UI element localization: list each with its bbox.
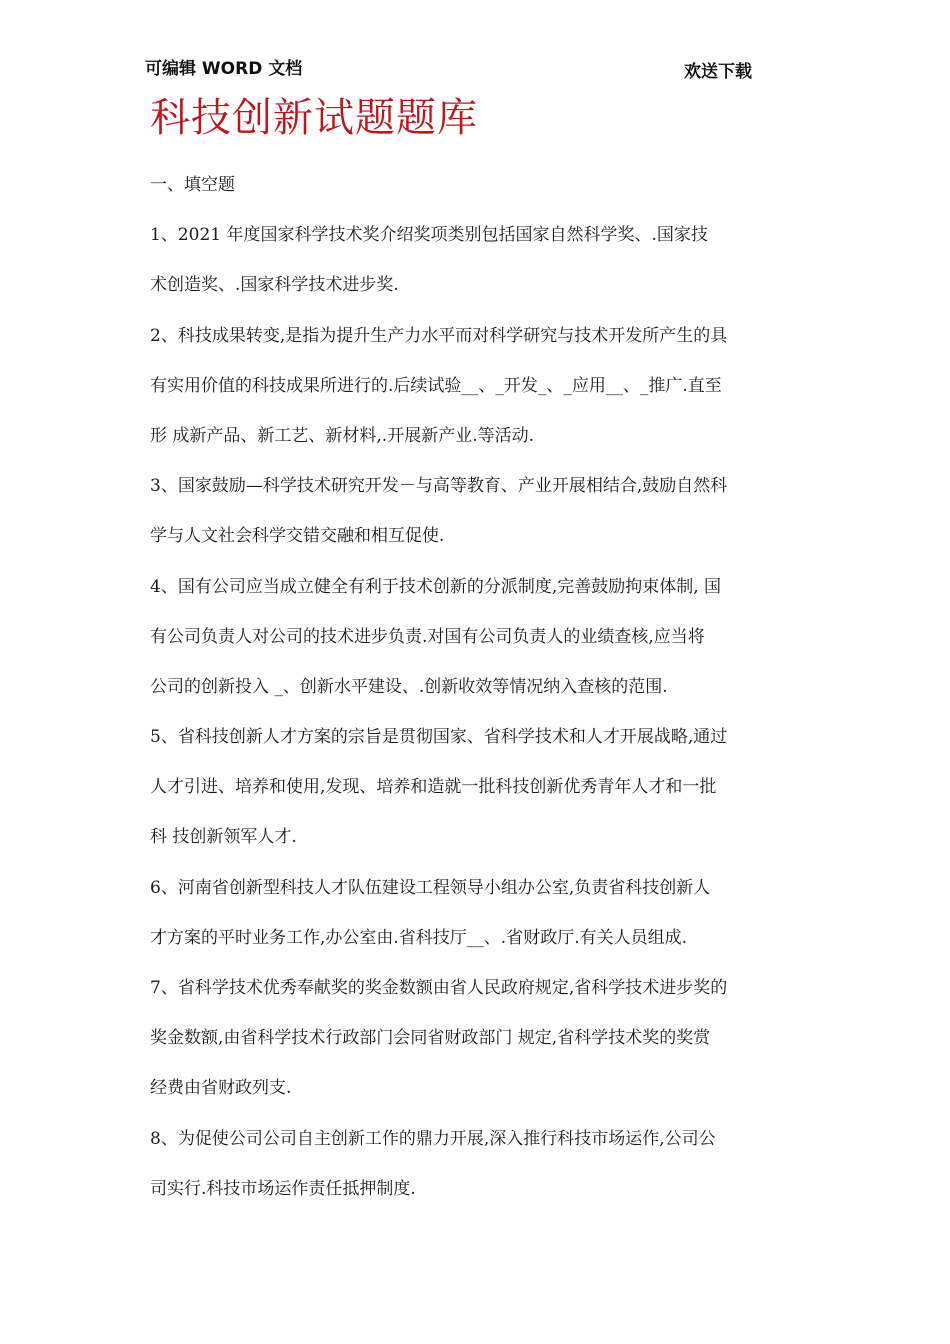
document-title: 科技创新试题题库 — [150, 95, 478, 141]
text-line: 经费由省财政列支. — [150, 1078, 292, 1099]
text-line: 1、2021 年度国家科学技术奖介绍奖项类别包括国家自然科学奖、.国家技 — [150, 225, 708, 246]
text-line: 学与人文社会科学交错交融和相互促使. — [150, 526, 445, 547]
text-line: 4、国有公司应当成立健全有利于技术创新的分派制度,完善鼓励拘束体制, 国 — [150, 576, 722, 597]
text-line: 3、国家鼓励—科学技术研究开发－与高等教育、产业开展相结合,鼓励自然科 — [150, 476, 728, 497]
header-right-note: 欢送下载 — [684, 62, 752, 82]
text-line: 2、科技成果转变,是指为提升生产力水平而对科学研究与技术开发所产生的具 — [150, 325, 728, 346]
header-left-note: 可编辑 WORD 文档 — [145, 59, 303, 79]
text-line: 人才引进、培养和使用,发现、培养和造就一批科技创新优秀青年人才和一批 — [150, 777, 717, 798]
text-line: 公司的创新投入 _、创新水平建设、.创新收效等情况纳入查核的范围. — [150, 676, 668, 697]
section-heading: 一、填空题 — [150, 175, 235, 195]
document-body — [150, 170, 810, 1224]
text-line: 5、省科技创新人才方案的宗旨是贯彻国家、省科学技术和人才开展战略,通过 — [150, 727, 728, 748]
text-line: 形 成新产品、新工艺、新材料,.开展新产业.等活动. — [150, 425, 535, 446]
text-line: 8、为促使公司公司自主创新工作的鼎力开展,深入推行科技市场运作,公司公 — [150, 1128, 716, 1149]
text-line: 科 技创新领军人才. — [150, 827, 297, 848]
text-line: 奖金数额,由省科学技术行政部门会同省财政部门 规定,省科学技术奖的奖赏 — [150, 1028, 711, 1049]
text-line: 才方案的平时业务工作,办公室由.省科技厅__、.省财政厅.有关人员组成. — [150, 927, 688, 948]
text-line: 7、省科学技术优秀奉献奖的奖金数额由省人民政府规定,省科学技术进步奖的 — [150, 978, 728, 998]
text-line: 有实用价值的科技成果所进行的.后续试验__、_开发_、_应用__、_推广.直至 — [150, 375, 722, 396]
text-line: 术创造奖、.国家科学技术进步奖. — [150, 275, 399, 296]
text-line: 有公司负责人对公司的技术进步负责.对国有公司负责人的业绩查核,应当将 — [150, 626, 705, 647]
text-line: 司实行.科技市场运作责任抵押制度. — [150, 1178, 416, 1199]
text-line: 6、河南省创新型科技人才队伍建设工程领导小组办公室,负责省科技创新人 — [150, 877, 711, 898]
